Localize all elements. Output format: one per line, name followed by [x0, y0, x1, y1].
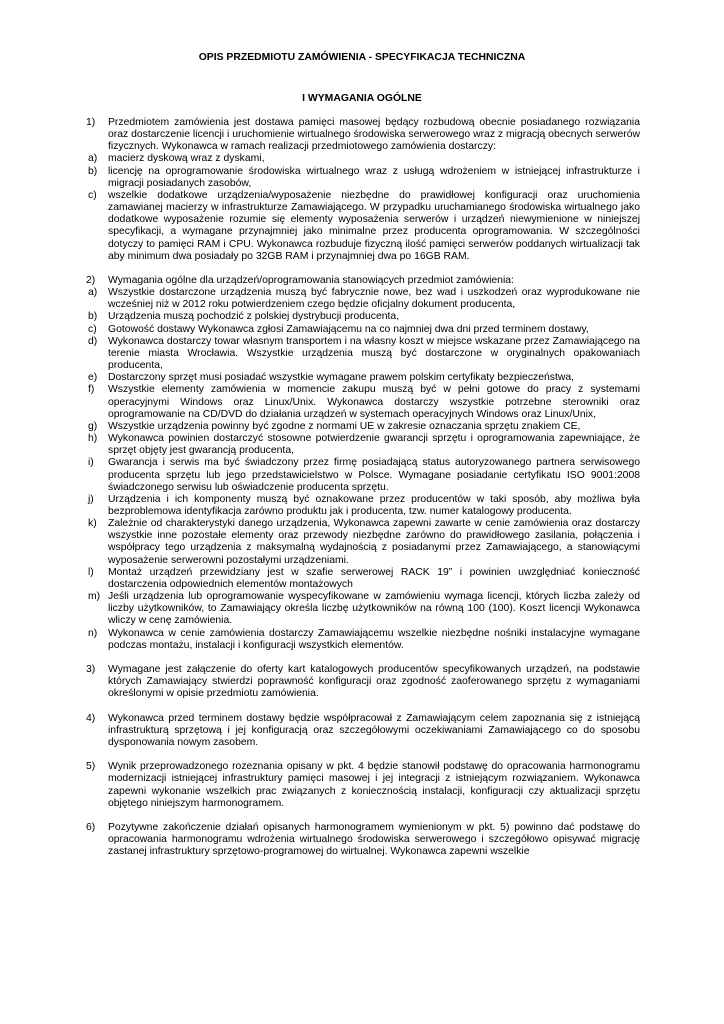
sub-item-text: Wszystkie elementy zamówienia w momencie zakupu muszą być w pełni gotowe do pracy z systemami operacyjnymi Windows oraz Linux/Unix. Wykonawca dostarczy wszystkie potrzebne sterowniki oraz oprogramowanie na CD/DVD do działania urządzeń w systemach operacyjnych Windows oraz Linux/Unix,	[108, 384, 640, 420]
sub-item	[88, 567, 640, 591]
sub-item-letter: d)	[88, 335, 98, 347]
item-text: Wymagane jest załączenie do oferty kart katalogowych producentów specyfikowanych urządzeń, na podstawie których Zamawiający stwierdzi poprawność konfiguracji oraz zgodność zaoferowanego sprzętu z wymaganiami określonymi w opisie przedmiotu zamówienia.	[108, 664, 640, 700]
sub-item-text: Wykonawca w cenie zamówienia dostarczy Zamawiającemu wszelkie niezbędne nośniki instalacyjne wymagane podczas montażu, instalacji i konfiguracji wszystkich elementów.	[108, 627, 640, 651]
sub-item	[88, 591, 640, 627]
sub-item-text: licencję na oprogramowanie środowiska wirtualnego wraz z usługą wdrożeniem w istniejącej infrastrukturze i migracji posiadanych zasobów,	[108, 165, 640, 189]
sub-item-text: Wszystkie dostarczone urządzenia muszą być fabrycznie nowe, bez wad i uszkodzeń oraz wyprodukowane nie wcześniej niż w 2012 roku potwierdzeniem czego będzie oficjalny dokument producenta,	[108, 287, 640, 311]
sub-item-letter: c)	[88, 189, 97, 201]
sub-item-letter: j)	[88, 493, 94, 505]
sub-item	[88, 336, 640, 372]
item-text: Przedmiotem zamówienia jest dostawa pamięci masowej będący rozbudową obecnie posiadanego rozwiązania oraz dostarczenie licencji i uruchomienie wirtualnego środowiska serwerowego wraz z migracją obecnych serwerów fizycznych. Wykonawca w ramach realizacji przedmiotowego zamówienia dostarczy:	[108, 117, 640, 153]
section-title: I WYMAGANIA OGÓLNE	[302, 93, 422, 104]
sub-item-letter: c)	[88, 323, 97, 335]
list-item	[86, 275, 640, 287]
sub-item	[88, 372, 640, 384]
sub-item-text: macierz dyskową wraz z dyskami,	[108, 153, 265, 165]
sub-item-letter: b)	[88, 311, 98, 323]
sub-item	[88, 153, 640, 165]
sub-item-text: Gwarancja i serwis ma być świadczony przez firmę posiadającą status autoryzowanego partnera serwisowego producenta sprzętu lub jego przedstawicielstwo w Polsce. Wymagane posiadanie certyfikatu ISO 9001:2008 świadczonego serwisu lub oświadczenie producenta sprzętu.	[108, 457, 640, 493]
sub-item-letter: b)	[88, 165, 98, 177]
sub-item-text: Gotowość dostawy Wykonawca zgłosi Zamawiającemu na co najmniej dwa dni przed terminem dostawy,	[108, 323, 589, 335]
item-text: Pozytywne zakończenie działań opisanych harmonogramem wymienionym w pkt. 5) powinno dać podstawę do opracowania harmonogramu wdrożenia wirtualnego środowiska serwerowego i szczegółowo opisywać migrację zastanej infrastruktury sprzętowo-programowej do wirtualnej. Wykonawca zapewni wszelkie	[108, 821, 640, 858]
sub-item-letter: k)	[88, 518, 97, 530]
document-title: OPIS PRZEDMIOTU ZAMÓWIENIA - SPECYFIKACJA TECHNICZNA	[198, 52, 526, 63]
sub-item	[88, 433, 640, 457]
sub-item	[88, 384, 640, 420]
sub-item-text: Zależnie od charakterystyki danego urządzenia, Wykonawca zapewni zawarte w cenie zamówienia oraz dostarczy wszystkie inne pozostałe elementy oraz przewody niezbędne zarówno do prawidłowego zasilania, połączenia i współpracy tego urządzenia z maksymalną wydajnością z posiadanymi przez Zamawiającego, a stanowiącymi wyposażenie serwerowni pozostałymi urządzeniami.	[108, 518, 640, 566]
sub-item-letter: h)	[88, 433, 98, 445]
sub-item	[88, 287, 640, 311]
sub-item-letter: l)	[88, 566, 94, 578]
sub-item-letter: e)	[88, 372, 98, 384]
sub-item-text: Urządzenia muszą pochodzić z polskiej dystrybucji producenta,	[108, 311, 400, 323]
sub-item-text: Montaż urządzeń przewidziany jest w szafie serwerowej RACK 19” i powinien uwzględniać konieczność dostarczenia odpowiednich elementów montażowych	[108, 566, 640, 590]
sub-item	[88, 628, 640, 652]
list-item	[86, 822, 640, 858]
item-number: 3)	[86, 664, 96, 675]
sub-item-letter: a)	[88, 287, 98, 299]
sub-item	[88, 190, 640, 263]
sub-item-letter: i)	[88, 457, 94, 469]
sub-item	[88, 421, 640, 433]
sub-item-text: Wykonawca dostarczy towar własnym transportem i na własny koszt w miejsce wskazane przez Zamawiającego na terenie miasta Wrocławia. Wszystkie urządzenia muszą być dostarczone w oryginalnych opakowaniach producenta,	[108, 335, 640, 372]
item-number: 5)	[86, 761, 96, 773]
sub-item	[88, 166, 640, 190]
item-text: Wykonawca przed terminem dostawy będzie współpracował z Zamawiającym celem zapoznania się z istniejącą infrastrukturą sprzętową i jej konfiguracją oraz szczegółowymi oczekiwaniami Zamawiającego co do sposobu dysponowania nowym zasobem.	[108, 712, 640, 748]
list-item	[86, 761, 640, 810]
sub-item-text: Dostarczony sprzęt musi posiadać wszystkie wymagane prawem polskim certyfikaty bezpieczeństwa,	[108, 372, 575, 384]
item-number: 4)	[86, 712, 96, 724]
sub-item-text: Urządzenia i ich komponenty muszą być oznakowane przez producentów w taki sposób, aby możliwa była bezproblemowa identyfikacja zarówno produktu jak i producenta, tzw. numer katalogowy producenta.	[108, 493, 640, 517]
item-number: 2)	[86, 275, 96, 287]
sub-item-letter: n)	[88, 627, 98, 639]
sub-item-text: Wszystkie urządzenia powinny być zgodne z normami UE w zakresie oznaczania sprzętu znakiem CE,	[108, 420, 581, 432]
list-item	[86, 117, 640, 153]
sub-item	[88, 457, 640, 493]
sub-item	[88, 494, 640, 518]
sub-item-letter: f)	[88, 384, 95, 396]
sub-item-text: Jeśli urządzenia lub oprogramowanie wyspecyfikowane w zamówieniu wymaga licencji, których liczba zależy od liczby użytkowników, to Zamawiający określa liczbę użytkowników na równą 100 (100). Koszt licencji Wykonawca wliczy w cenę zamówienia.	[108, 591, 640, 627]
list-item	[86, 664, 640, 700]
document-body	[86, 117, 640, 858]
item-number: 1)	[86, 117, 96, 128]
sub-item-letter: m)	[88, 591, 101, 603]
sub-item	[88, 518, 640, 567]
sub-item	[88, 324, 640, 336]
sub-item-letter: g)	[88, 420, 98, 432]
sub-item-letter: a)	[88, 153, 98, 165]
item-text: Wymagania ogólne dla urządzeń/oprogramowania stanowiących przedmiot zamówienia:	[108, 275, 514, 287]
item-number: 6)	[86, 821, 96, 833]
sub-item	[88, 311, 640, 323]
list-item	[86, 713, 640, 749]
sub-item-text: wszelkie dodatkowe urządzenia/wyposażenie niezbędne do prawidłowej konfiguracji oraz uruchomienia zamawianej macierzy w infrastrukturze Zamawiającego. W przypadku uruchamianego środowiska wirtualnego jako dodatkowe wyposażenie rozumie się elementy wyposażenia serwerów i urządzeń niewymienione w niniejszej specyfikacji, a wymagane przynajmniej jako minimalne przez producenta oprogramowania. W szczególności dotyczy to pamięci RAM i CPU. Wykonawca rozbuduje fizyczną ilość pamięci serwerów poddanych wirtualizacji tak aby minimum dwa posiadały po 32GB RAM i przynajmniej dwa po 16GB RAM.	[108, 189, 640, 262]
item-text: Wynik przeprowadzonego rozeznania opisany w pkt. 4 będzie stanowił podstawę do opracowania harmonogramu modernizacji istniejącej infrastruktury pamięci masowej i jej integracji z istniejącym rozwiązaniem. Wykonawca zapewni wykonanie wszelkich prac związanych z koniecznością instalacji, konfiguracji czy aktualizacji sprzętu objętego niniejszym harmonogramem.	[108, 761, 640, 809]
sub-item-text: Wykonawca powinien dostarczyć stosowne potwierdzenie gwarancji sprzętu i oprogramowania zapewniające, że sprzęt objęty jest gwarancją producenta,	[108, 433, 640, 457]
